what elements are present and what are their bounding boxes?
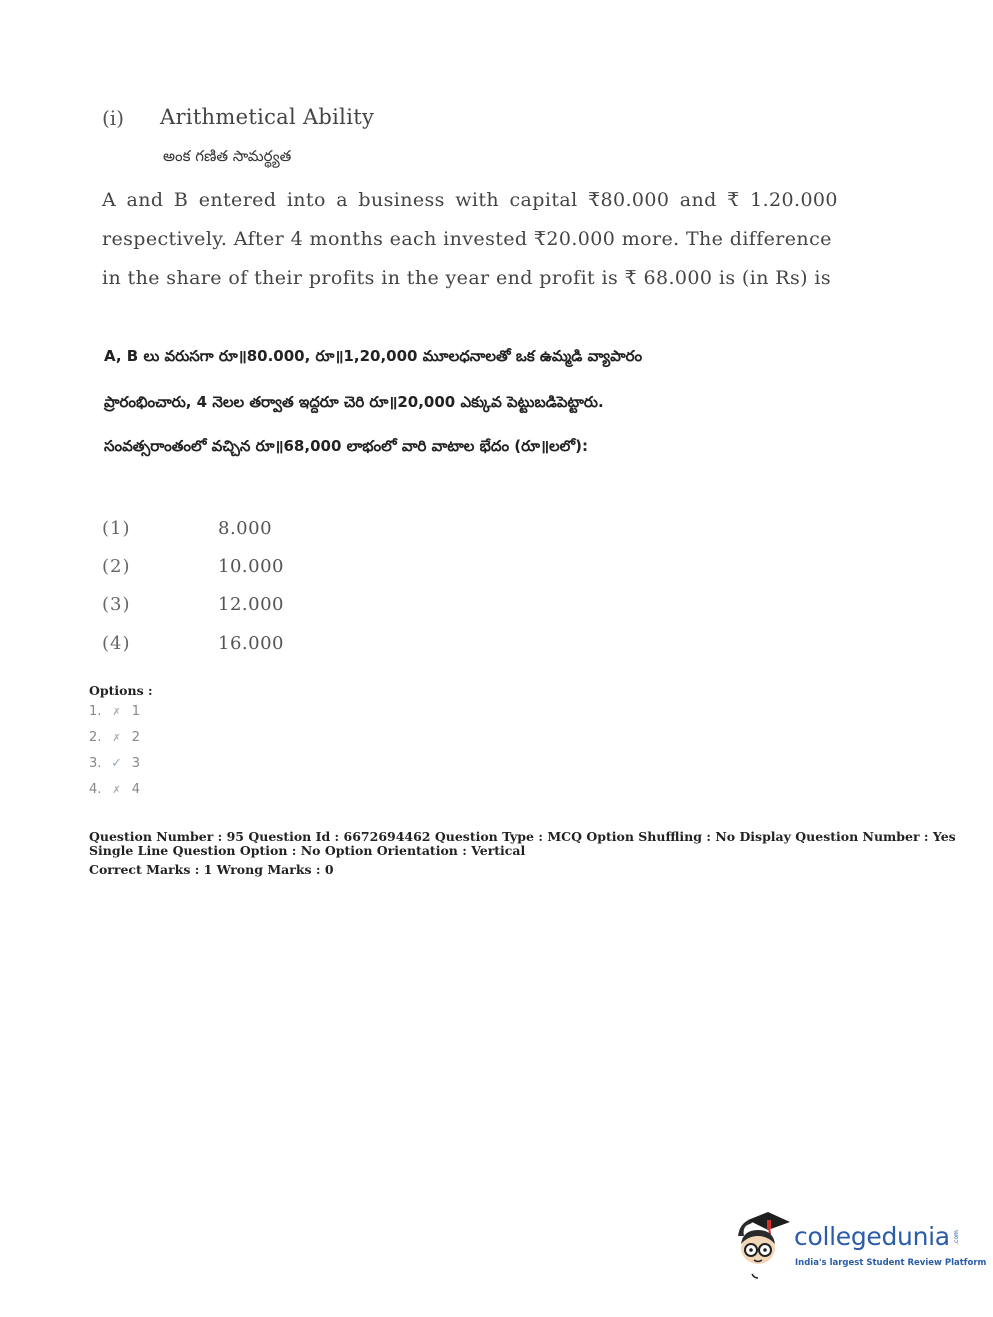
logo-wordmark: collegedunia	[794, 1222, 950, 1251]
section-number: (i)	[102, 106, 125, 130]
logo-tagline: India's largest Student Review Platform	[795, 1258, 987, 1268]
option-index: 2.	[89, 730, 102, 745]
cross-icon: ✗	[112, 785, 121, 796]
choice-number: (4)	[102, 633, 131, 654]
choice-value: 10.000	[218, 556, 284, 577]
collegedunia-logo[interactable]	[734, 1210, 987, 1280]
options-title: Options :	[89, 683, 153, 698]
option-label: 3	[131, 756, 140, 771]
option-row	[89, 730, 140, 745]
question-english-line-3: in the share of their profits in the year end profit is ₹ 68.000 is (in Rs) is	[102, 267, 832, 289]
question-telugu-line-1: A, B లు వరుసగా రూ॥80.000, రూ॥1,20,000 మూలధనాలతో ఒక ఉమ్మడి వ్యాపారం	[104, 347, 643, 365]
cross-icon: ✗	[112, 707, 121, 718]
cross-icon: ✗	[112, 733, 121, 744]
question-meta-line-1: Question Number : 95 Question Id : 6672694462 Question Type : MCQ Option Shuffling : No Display Question Number : Yes	[89, 829, 956, 844]
option-row	[89, 782, 140, 797]
question-meta-line-2: Single Line Question Option : No Option Orientation : Vertical	[89, 843, 526, 858]
check-icon: ✓	[111, 756, 122, 771]
choice-number: (2)	[102, 556, 131, 577]
question-telugu-line-3: సంవత్సరాంతంలో వచ్చిన రూ॥68,000 లాభంలో వారి వాటాల భేదం (రూ॥లలో):	[104, 437, 588, 455]
logo-suffix: .com	[952, 1230, 960, 1245]
option-row	[89, 704, 140, 719]
question-english-line-2: respectively. After 4 months each invested ₹20.000 more. The difference	[102, 228, 832, 250]
section-title-telugu: అంక గణిత సామర్థ్యత	[163, 147, 292, 165]
question-telugu-line-2: ప్రారంభించారు, 4 నెలల తర్వాత ఇద్దరూ చెరి రూ॥20,000 ఎక్కువ పెట్టుబడిపెట్టారు.	[104, 393, 604, 411]
option-label: 2	[131, 730, 140, 745]
question-english-line-1: A and B entered into a business with capital ₹80.000 and ₹ 1.20.000	[102, 189, 838, 211]
option-index: 3.	[89, 756, 102, 771]
section-title: Arithmetical Ability	[160, 105, 375, 129]
choice-number: (1)	[102, 518, 131, 539]
choice-number: (3)	[102, 594, 131, 615]
option-label: 1	[131, 704, 140, 719]
choice-value: 16.000	[218, 633, 284, 654]
mascot-icon	[734, 1210, 792, 1280]
option-index: 1.	[89, 704, 102, 719]
choice-value: 8.000	[218, 518, 273, 539]
question-meta-line-3: Correct Marks : 1 Wrong Marks : 0	[89, 862, 334, 877]
option-index: 4.	[89, 782, 102, 797]
choice-value: 12.000	[218, 594, 284, 615]
option-label: 4	[131, 782, 140, 797]
option-row	[89, 756, 140, 771]
